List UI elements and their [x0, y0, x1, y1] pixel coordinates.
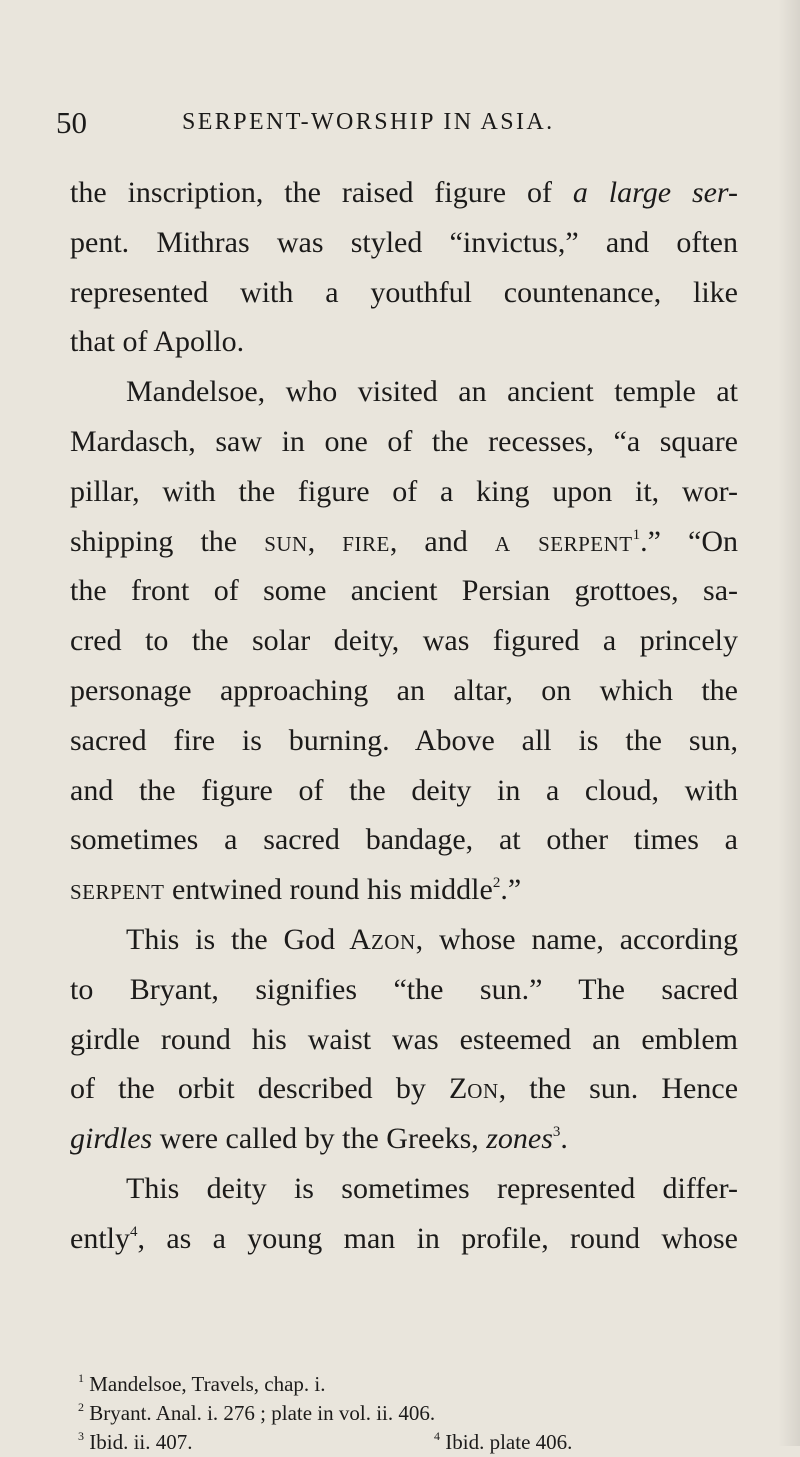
paragraph-start: This is the God Azon, whose name, according — [126, 922, 738, 956]
footnote-2: $^2$ Bryant. Anal. i. 276 ; plate in vol. ii. 406. — [78, 1400, 436, 1425]
text-line: cred to the solar deity, was figured a princely — [70, 624, 738, 658]
text-line: pent. Mithras was styled “invictus,” and often — [70, 225, 738, 259]
text-line: sometimes a sacred bandage, at other times a — [70, 823, 738, 857]
page-header — [56, 105, 696, 145]
text-line: serpent entwined round his middle$^2$.” — [70, 873, 522, 907]
footnote-1: $^1$ Mandelsoe, Travels, chap. i. — [78, 1371, 326, 1396]
text-line: girdles were called by the Greeks, zones$^3$. — [70, 1122, 568, 1156]
body-text — [70, 168, 738, 1264]
text-line: girdle round his waist was esteemed an emblem — [70, 1022, 738, 1056]
footnote-ref: 3 — [552, 1124, 561, 1141]
text-line: to Bryant, signifies “the sun.” The sacred — [70, 972, 738, 1006]
text-line: ently$^4$, as a young man in profile, round whose — [70, 1221, 738, 1255]
text-line: the front of some ancient Persian grottoes, sa- — [70, 574, 738, 608]
footnote-ref: 2 — [492, 875, 501, 892]
text-line: personage approaching an altar, on which the — [70, 673, 738, 707]
running-title: SERPENT-WORSHIP IN ASIA. — [182, 109, 555, 135]
text-line: shipping the sun, fire, and a serpent$^1$.” “On — [70, 524, 738, 558]
footnote-ref: 1 — [632, 526, 641, 543]
text-line: Mardasch, saw in one of the recesses, “a square — [70, 424, 738, 458]
footnote-3: $^3$ Ibid. ii. 407. — [78, 1429, 193, 1454]
text-line: pillar, with the figure of a king upon it, wor- — [70, 474, 738, 508]
footnotes — [78, 1370, 738, 1457]
footnote-4: $^4$ Ibid. plate 406. — [434, 1429, 573, 1454]
page-number: 50 — [56, 105, 87, 140]
text-line: the inscription, the raised figure of a large ser- — [70, 176, 738, 209]
footnote-row — [78, 1428, 738, 1457]
text-line: represented with a youthful countenance, like — [70, 275, 738, 309]
page-edge-shadow — [778, 0, 800, 1446]
text-line: of the orbit described by Zon, the sun. Hence — [70, 1072, 739, 1106]
text-line: that of Apollo. — [70, 325, 245, 359]
text-line: sacred fire is burning. Above all is the sun, — [70, 723, 738, 757]
paragraph-start: This deity is sometimes represented differ- — [126, 1171, 738, 1205]
footnote-ref: 4 — [130, 1223, 138, 1240]
paragraph-start: Mandelsoe, who visited an ancient temple at — [126, 375, 738, 409]
text-line: and the figure of the deity in a cloud, with — [70, 773, 738, 807]
